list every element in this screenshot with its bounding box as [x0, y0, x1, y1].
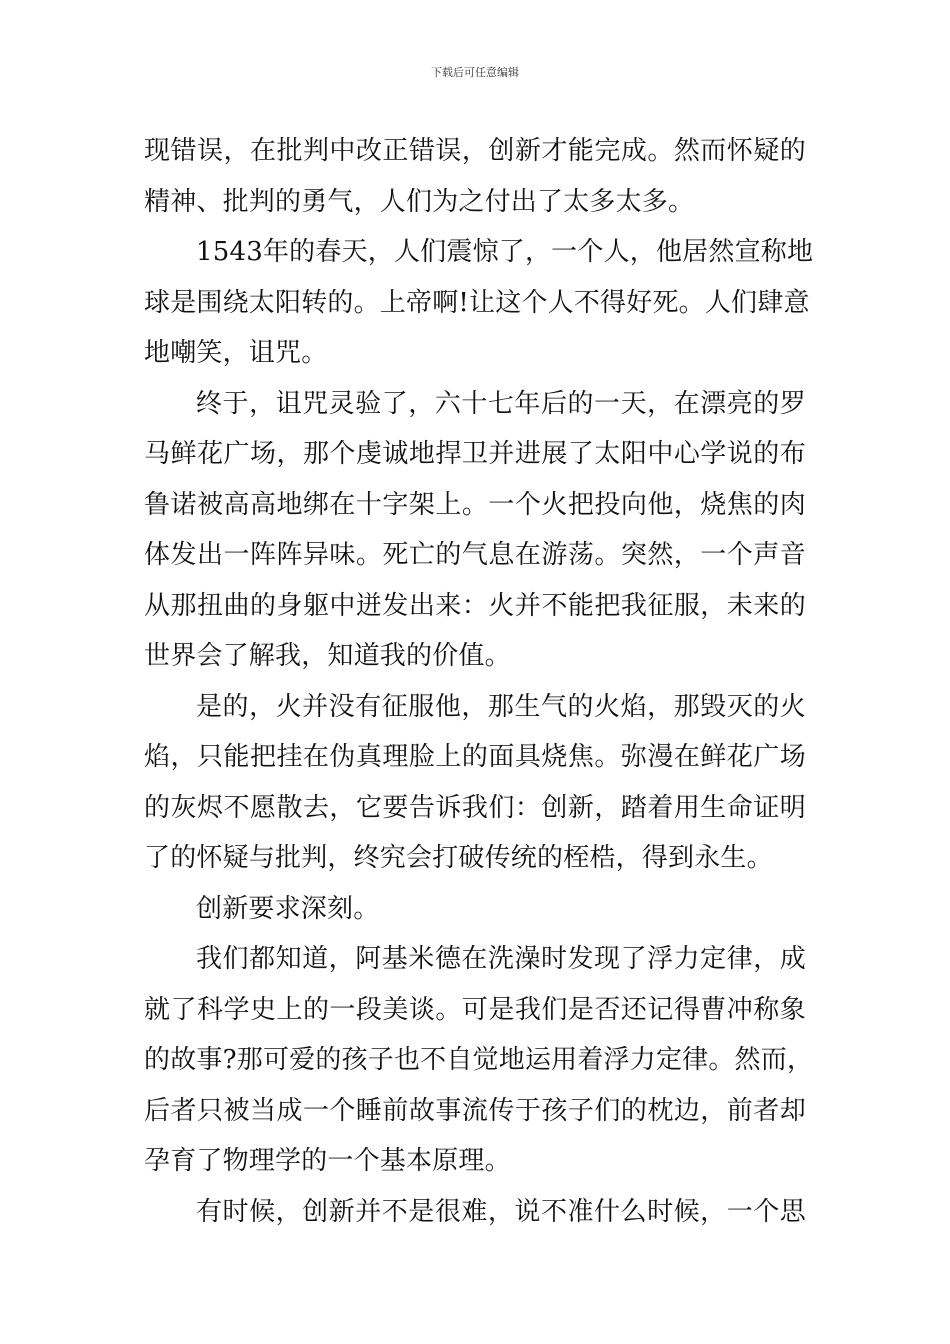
text-line: 了的怀疑与批判，终究会打破传统的桎梏，得到永生。 — [144, 843, 773, 873]
text-line: 世界会了解我，知道我的价值。 — [144, 641, 511, 671]
text-line: 终于，诅咒灵验了，六十七年后的一天，在漂亮的罗 — [196, 388, 806, 419]
text-line: 马鲜花广场，那个虔诚地捍卫并进展了太阳中心学说的布 — [144, 439, 806, 469]
text-line: 鲁诺被高高地绑在十字架上。一个火把投向他，烧焦的肉 — [144, 489, 806, 520]
text-line: 体发出一阵阵异味。死亡的气息在游荡。突然，一个声音 — [144, 540, 806, 570]
text-line: 后者只被当成一个睡前故事流传于孩子们的枕边，前者却 — [144, 1095, 806, 1126]
text-line: 就了科学史上的一段美谈。可是我们是否还记得曹冲称象 — [144, 994, 806, 1025]
text-line: 孕育了物理学的一个基本原理。 — [144, 1146, 511, 1176]
text-line: 现错误，在批判中改正错误，创新才能完成。然而怀疑的 — [144, 136, 806, 166]
page-header: 下载后可任意编辑 — [431, 66, 519, 79]
text-line: 的灰烬不愿散去，它要告诉我们：创新，踏着用生命证明 — [144, 792, 806, 823]
document-body — [144, 126, 814, 1237]
text-line: 地嘲笑，诅咒。 — [144, 338, 328, 368]
text-line: 我们都知道，阿基米德在洗澡时发现了浮力定律，成 — [196, 944, 806, 974]
text-line: 有时候，创新并不是很难，说不准什么时候，一个思 — [196, 1196, 806, 1227]
text-line: 焰，只能把挂在伪真理脸上的面具烧焦。弥漫在鲜花广场 — [144, 742, 806, 772]
text-line: 创新要求深刻。 — [196, 893, 380, 924]
text-line: 的故事?那可爱的孩子也不自觉地运用着浮力定律。然而， — [144, 1045, 814, 1075]
text-line: 是的，火并没有征服他，那生气的火焰，那毁灭的火 — [196, 691, 806, 722]
text-line: 从那扭曲的身躯中迸发出来：火并不能把我征服，未来的 — [144, 590, 806, 621]
text-line: 1543年的春天，人们震惊了，一个人，他居然宣称地 — [196, 237, 814, 267]
text-line: 精神、批判的勇气，人们为之付出了太多太多。 — [144, 186, 695, 217]
text-line: 球是围绕太阳转的。上帝啊!让这个人不得好死。人们肆意 — [144, 287, 810, 318]
